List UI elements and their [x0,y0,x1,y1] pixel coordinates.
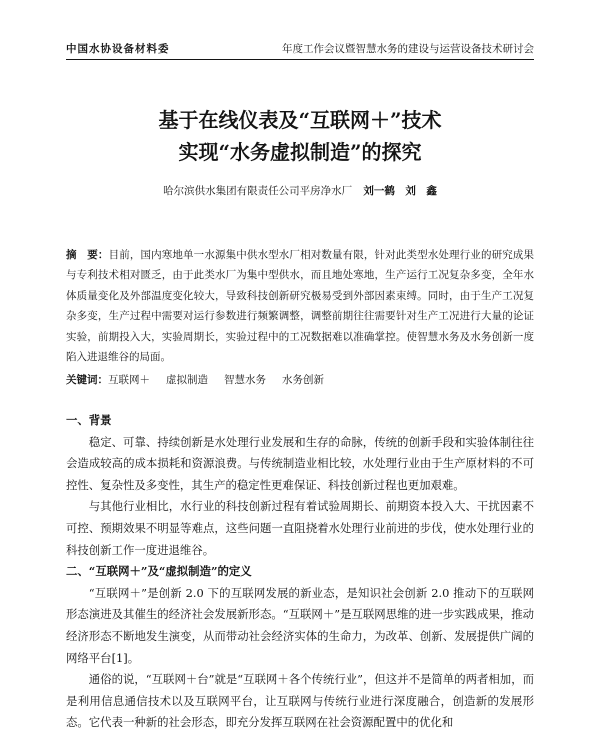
paper-title [66,104,534,168]
keyword: 互联网＋ [108,374,150,386]
author-names: 刘一鹤 刘 鑫 [363,185,437,197]
abstract-label: 摘 要： [66,249,109,261]
journal-name: 中国水协设备材料委 [66,43,170,55]
paragraph: 与其他行业相比，水行业的科技创新过程有着试验周期长、前期资本投入大、干扰因素不可控、预期效果不明显等难点，这些问题一直阻挠着水处理行业前进的步伐，使水处理行业的科技创新工作一度进退维谷。 [66,499,534,557]
body-text [66,410,534,734]
keyword: 智慧水务 [224,374,266,386]
paragraph: “互联网＋”是创新 2.0 下的互联网发展的新业态，是知识社会创新 2.0 推动下的互联网形态演进及其催生的经济社会发展新形态。“互联网＋”是互联网思维的进一步实践成果，推动经济形态不断地发生演变，从而带动社会经济实体的生命力，为改革、创新、发展提供广阔的网络平台[1]。 [66,585,534,665]
keywords [66,370,534,390]
conference-name: 年度工作会议暨智慧水务的建设与运营设备技术研讨会 [282,43,534,55]
section-heading-definition: 二、“互联网＋”及“虚拟制造”的定义 [66,564,252,579]
keyword: 虚拟制造 [166,374,208,386]
header-rule [66,59,534,60]
section-heading-background: 一、背景 [66,413,112,427]
author-line [66,183,534,198]
title-line-1: 基于在线仪表及“互联网＋”技术 [158,108,442,132]
abstract [66,245,534,367]
keywords-label: 关键词： [66,374,108,386]
author-affiliation: 哈尔滨供水集团有限责任公司平房净水厂 [163,185,353,197]
title-line-2: 实现“水务虚拟制造”的探究 [178,140,422,164]
paragraph: 通俗的说，“互联网＋台”就是“互联网＋各个传统行业”，但这并不是简单的两者相加，而是利用信息通信技术以及互联网平台，让互联网与传统行业进行深度融合，创造新的发展形态。它代表一种新的社会形态，即充分发挥互联网在社会资源配置中的优化和 [66,672,534,730]
abstract-text: 目前，国内寒地单一水源集中供水型水厂相对数量有限，针对此类型水处理行业的研究成果与专利技术相对匮乏，由于此类水厂为集中型供水，而且地处寒地，生产运行工况复杂多变，全年水体质量变化及外部温度变化较大，导致科技创新研究极易受到外部因素束缚。同时，由于生产工况复杂多变，生产过程中需要对运行参数进行频繁调整，调整前期往往需要针对生产工况进行大量的论证实验，前期投入大，实验周期长，实验过程中的工况数据难以准确掌控。使智慧水务及水务创新一度陷入进退维谷的局面。 [66,249,535,364]
paragraph: 稳定、可靠、持续创新是水处理行业发展和生存的命脉，传统的创新手段和实验体制往往会造成较高的成本损耗和资源浪费。与传统制造业相比较，水处理行业由于生产原材料的不可控性、复杂性及多变性，其生产的稳定性更难保证、科技创新过程也更加艰难。 [66,434,534,492]
keyword: 水务创新 [282,374,324,386]
running-header [66,40,534,56]
